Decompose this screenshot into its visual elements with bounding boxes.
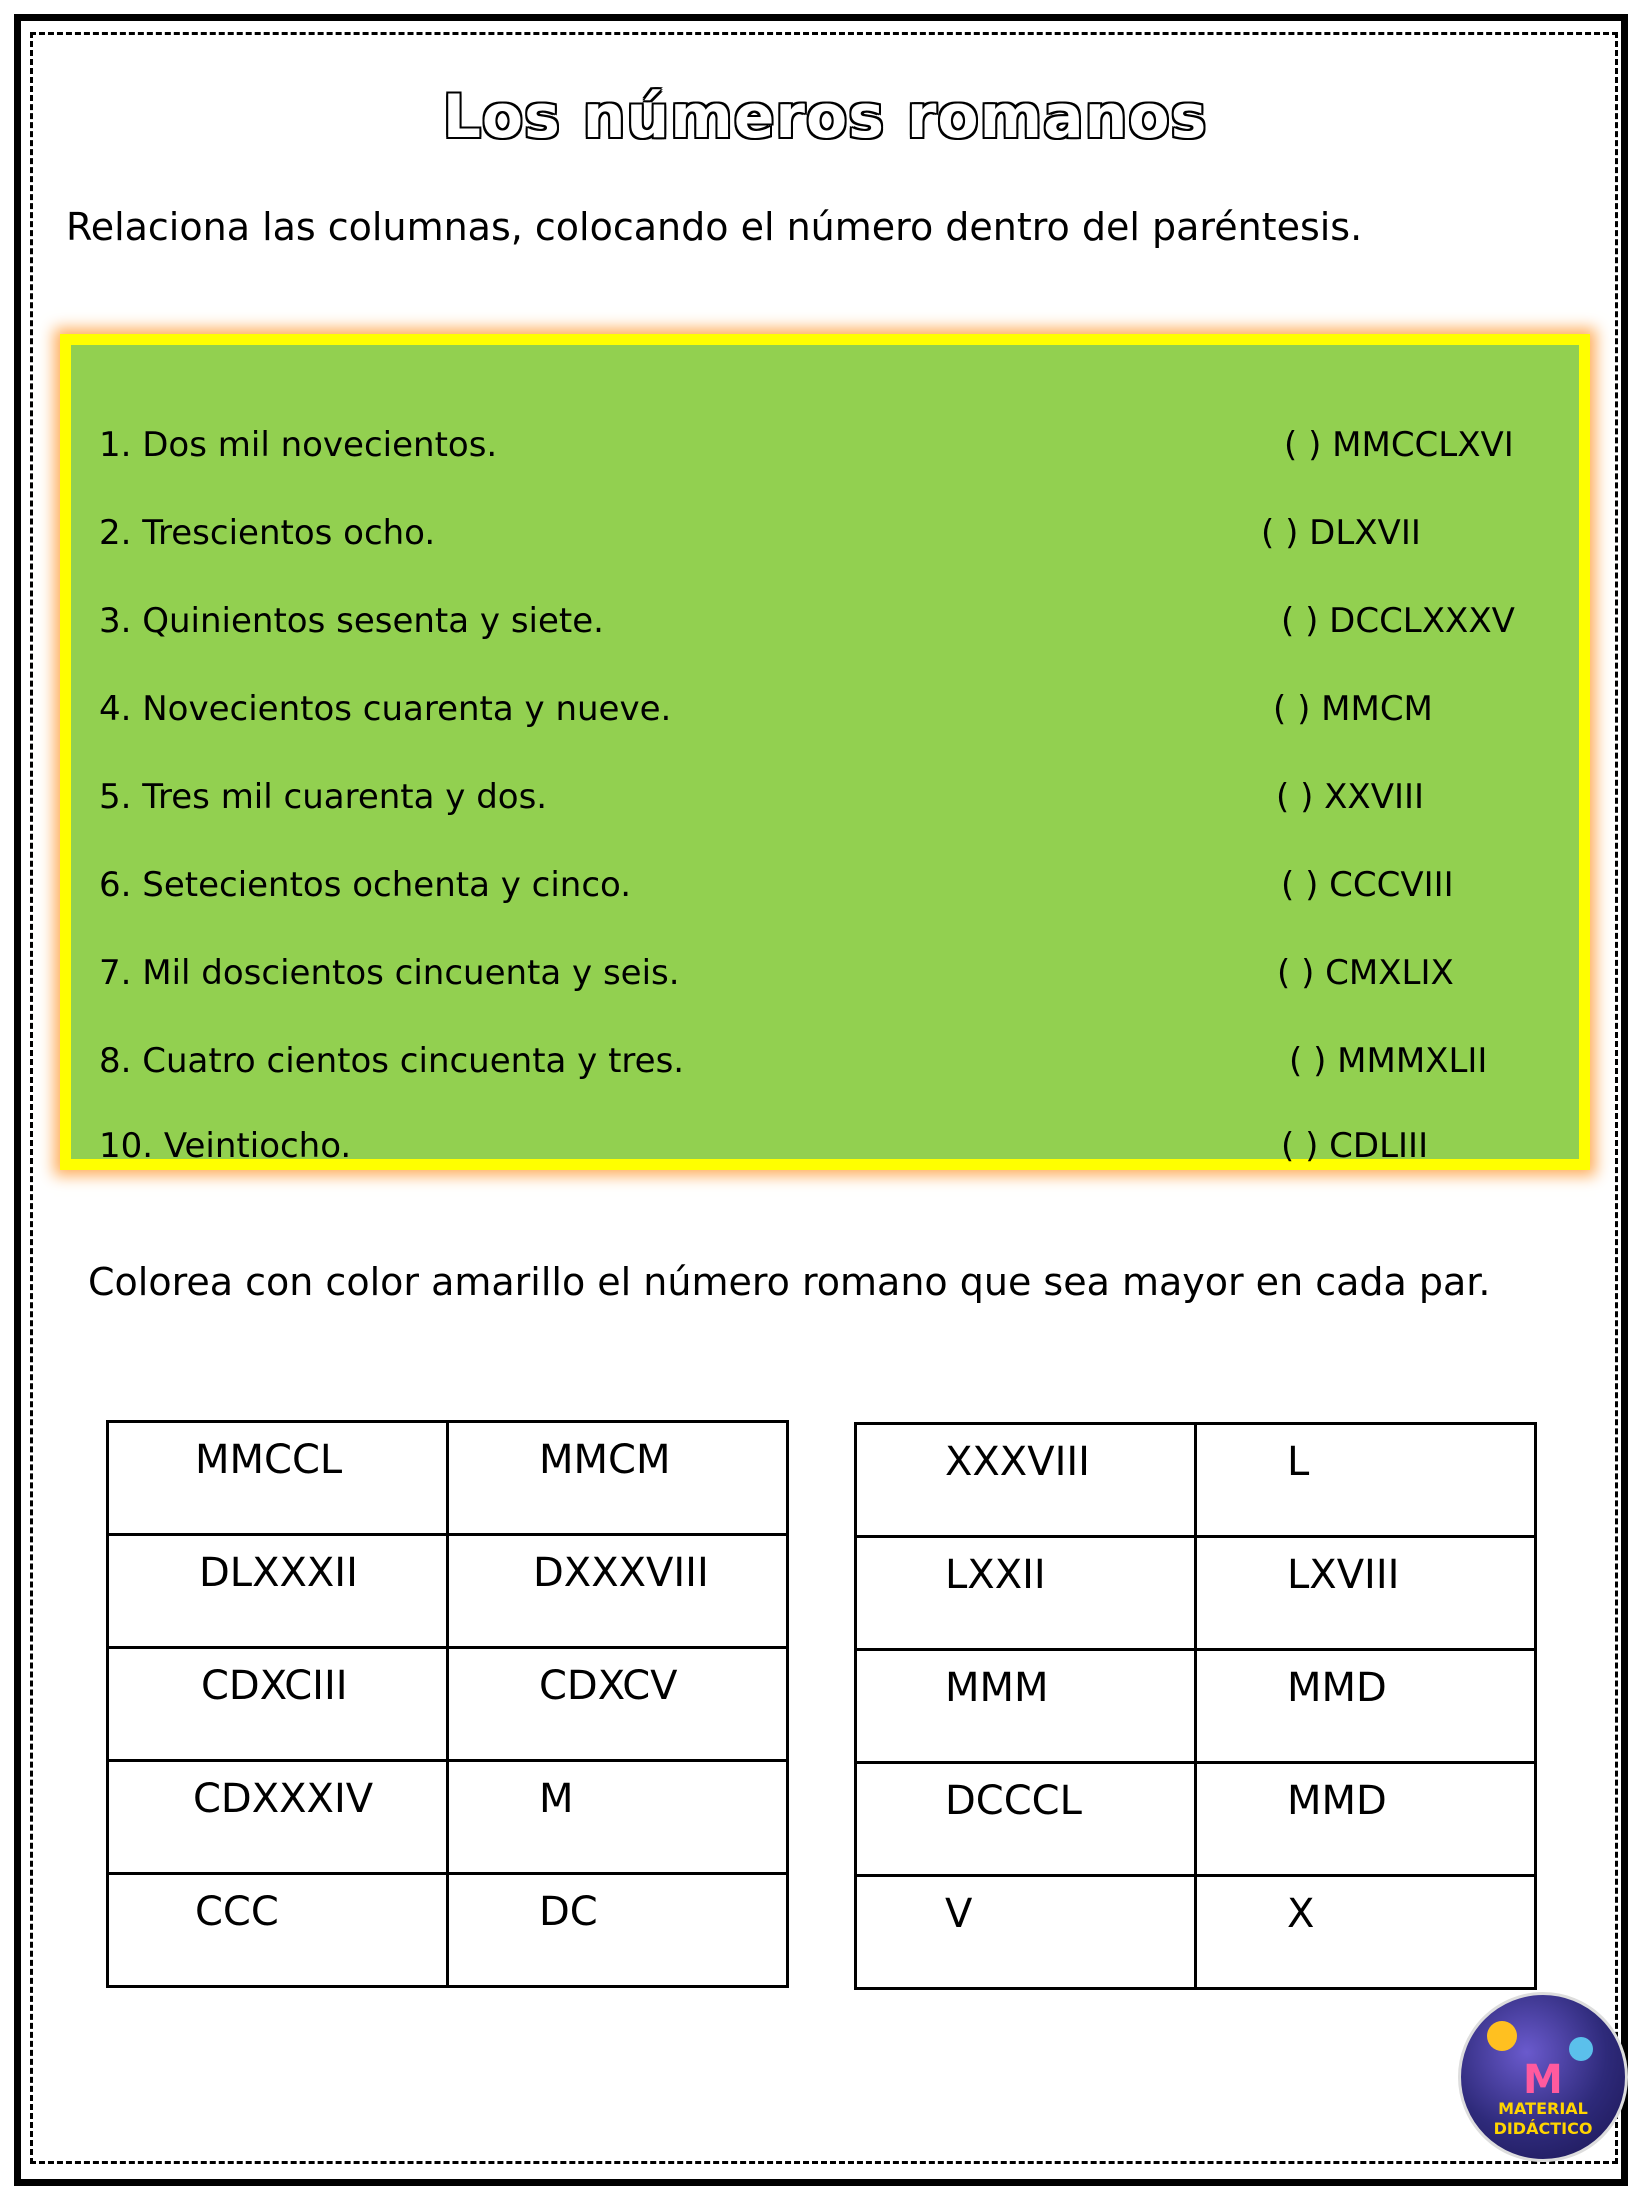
cell-text: M: [539, 1776, 574, 1822]
planet-icon: [1569, 2037, 1593, 2061]
table-cell[interactable]: [1196, 1876, 1536, 1989]
cell-text: MMD: [1287, 1778, 1387, 1824]
compare-table-right: [854, 1422, 1537, 1990]
table-row: [108, 1648, 788, 1761]
table-cell[interactable]: [1196, 1650, 1536, 1763]
table-cell[interactable]: [1196, 1537, 1536, 1650]
match-item-answer: ( ) CCCVIII: [1281, 865, 1454, 905]
table-row: [856, 1650, 1536, 1763]
match-item-label: 7. Mil doscientos cincuenta y seis.: [99, 953, 680, 993]
match-item-label: 4. Novecientos cuarenta y nueve.: [99, 689, 672, 729]
match-item-answer: ( ) DLXVII: [1261, 513, 1421, 553]
table-row: [108, 1535, 788, 1648]
cell-text: LXXII: [945, 1552, 1046, 1598]
cell-text: CCC: [195, 1889, 279, 1935]
cell-text: DXXXVIII: [533, 1550, 709, 1596]
compare-table-left: [106, 1420, 789, 1988]
sun-icon: [1487, 2021, 1517, 2051]
cell-text: MMM: [945, 1665, 1049, 1711]
cell-text: CDXCV: [539, 1663, 678, 1709]
match-item-label: 1. Dos mil novecientos.: [99, 425, 498, 465]
table-cell[interactable]: [108, 1422, 448, 1535]
table-row: [108, 1422, 788, 1535]
match-item-label: 2. Trescientos ocho.: [99, 513, 436, 553]
table-row: [108, 1761, 788, 1874]
logo-text-line2: DIDÁCTICO: [1493, 2119, 1593, 2138]
matching-box: [60, 334, 1590, 1170]
cell-text: MMCCL: [195, 1437, 343, 1483]
match-item-answer: ( ) CDLIII: [1281, 1126, 1429, 1166]
match-item-label: 8. Cuatro cientos cincuenta y tres.: [99, 1041, 685, 1081]
match-item-label: 5. Tres mil cuarenta y dos.: [99, 777, 548, 817]
table-cell[interactable]: [108, 1761, 448, 1874]
table-cell[interactable]: [856, 1537, 1196, 1650]
cell-text: CDXXXIV: [193, 1776, 374, 1822]
logo-text-line1: MATERIAL: [1498, 2099, 1588, 2118]
table-row: [856, 1424, 1536, 1537]
table-cell[interactable]: [108, 1874, 448, 1987]
match-item-answer: ( ) XXVIII: [1276, 777, 1425, 817]
table-row: [856, 1763, 1536, 1876]
cell-text: XXXVIII: [945, 1439, 1090, 1485]
match-item-answer: ( ) DCCLXXXV: [1281, 601, 1515, 641]
cell-text: MMD: [1287, 1665, 1387, 1711]
table-cell[interactable]: [448, 1874, 788, 1987]
table-cell[interactable]: [448, 1761, 788, 1874]
instruction-color: Colorea con color amarillo el número romano que sea mayor en cada par.: [88, 1260, 1491, 1304]
table-row: [856, 1876, 1536, 1989]
page-title: Los números romanos: [442, 82, 1208, 152]
cell-text: X: [1287, 1891, 1315, 1937]
logo-badge: M: [1523, 2057, 1563, 2103]
table-row: [108, 1874, 788, 1987]
match-item-label: 6. Setecientos ochenta y cinco.: [99, 865, 632, 905]
table-cell[interactable]: [448, 1422, 788, 1535]
table-cell[interactable]: [856, 1763, 1196, 1876]
table-cell[interactable]: [856, 1650, 1196, 1763]
match-item-answer: ( ) CMXLIX: [1277, 953, 1454, 993]
table-cell[interactable]: [108, 1648, 448, 1761]
match-item-label: 10. Veintiocho.: [99, 1126, 352, 1166]
table-cell[interactable]: [448, 1535, 788, 1648]
cell-text: DC: [539, 1889, 598, 1935]
cell-text: LXVIII: [1287, 1552, 1400, 1598]
cell-text: DLXXXII: [199, 1550, 358, 1596]
table-cell[interactable]: [108, 1535, 448, 1648]
instruction-match: Relaciona las columnas, colocando el número dentro del paréntesis.: [66, 205, 1363, 249]
match-item-label: 3. Quinientos sesenta y siete.: [99, 601, 604, 641]
cell-text: L: [1287, 1439, 1310, 1485]
table-cell[interactable]: [856, 1876, 1196, 1989]
cell-text: MMCM: [539, 1437, 671, 1483]
cell-text: DCCCL: [945, 1778, 1082, 1824]
table-cell[interactable]: [1196, 1763, 1536, 1876]
material-didactico-logo: [1458, 1992, 1628, 2162]
cell-text: V: [945, 1891, 973, 1937]
table-cell[interactable]: [856, 1424, 1196, 1537]
table-cell[interactable]: [1196, 1424, 1536, 1537]
match-item-answer: ( ) MMCM: [1273, 689, 1433, 729]
match-item-answer: ( ) MMCCLXVI: [1284, 425, 1514, 465]
table-row: [856, 1537, 1536, 1650]
table-cell[interactable]: [448, 1648, 788, 1761]
match-item-answer: ( ) MMMXLII: [1289, 1041, 1488, 1081]
cell-text: CDXCIII: [201, 1663, 348, 1709]
